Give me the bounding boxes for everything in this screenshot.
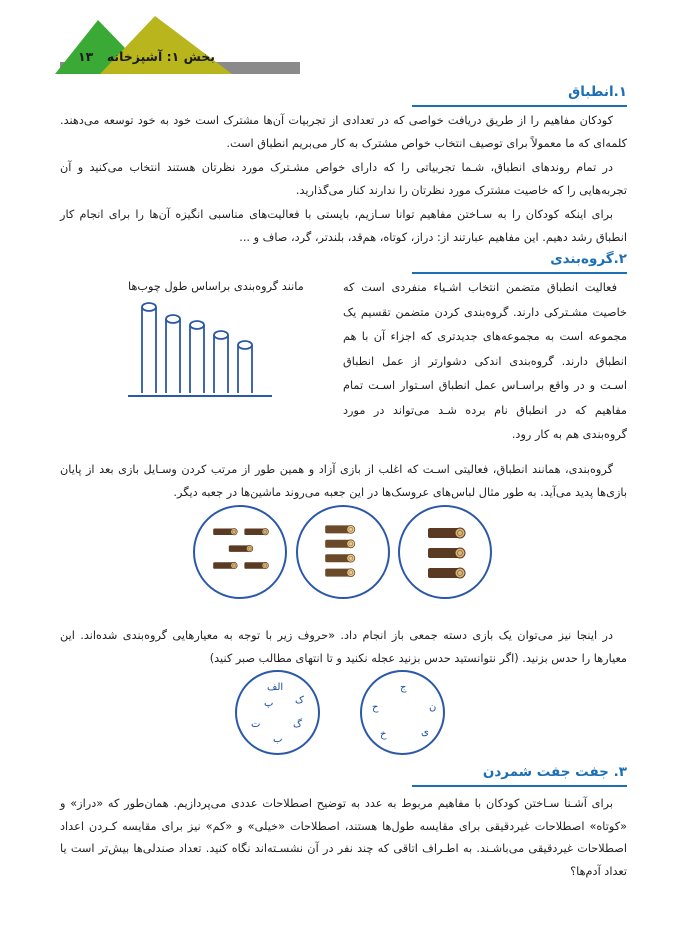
section1-paragraph-1: کودکان مفاهیم را از طریق دریافت خواصی که در تعدادی از تجربیات آن‌ها مشترک است خود به خود توسعه می‌دهند. کلمه‌ای که ما معمولاً برای توصیف انتخاب خواص مشترک به کار می‌بریم انطباق است. <box>60 114 627 150</box>
letter-he: ح <box>372 702 379 713</box>
figure-caption: مانند گروه‌بندی براساس طول چوب‌ها <box>128 280 304 293</box>
section2-intro: فعالیت انطباق متضمن انتخاب اشـیاء منفردی است که خاصیت مشـترکی دارند. گروه‌بندی کردن متضمن تقسیم یک مجموعه است به مجموعه‌های جدیدتری که اجزاء آن با هم انطباق دارند. گروه‌بندی اندکی دشوارتر از عمل انطباق اسـت و در واقع براسـاس عمل انطباق اسـتوار اسـت تمام مفاهیم که در انطباق نام برده شـد می‌تواند در مورد گروه‌بندی هم به کار رود. <box>343 281 627 441</box>
logs-circle-right <box>398 505 492 599</box>
letter-khe: خ <box>380 729 387 740</box>
stick-5 <box>238 341 252 393</box>
log <box>213 562 237 569</box>
log <box>428 568 465 578</box>
section3-title: ۳. جفت جفت شمردن <box>482 764 627 780</box>
log <box>325 525 355 533</box>
letter-kaf: ک <box>295 695 304 706</box>
log <box>325 540 355 548</box>
section3-title-underline <box>412 785 627 787</box>
log <box>325 554 355 562</box>
section2-title-underline <box>412 272 627 274</box>
section2-title: ۲.گروه‌بندی <box>550 251 627 267</box>
letters-circle-right <box>360 670 445 755</box>
log <box>325 569 355 577</box>
stick-4 <box>214 331 228 393</box>
logs-circle-left <box>193 505 287 599</box>
letter-pe: پ <box>264 698 274 709</box>
stick-2 <box>166 315 180 393</box>
section2-paragraph-3: در اینجا نیز می‌توان یک بازی دسته جمعی باز انجام داد. «حروف زیر با توجه به معیارهایی گروه‌بندی شده‌اند. این معیارها را حدس بزنید. (اگر نتوانستید حدس بزنید عجله نکنید و تا انتهای مطالب صبر کنید) <box>60 629 627 665</box>
log <box>244 528 268 535</box>
section1-paragraph-2: در تمام روندهای انطباق، شـما تجربیاتی را که دارای خواص مشـترک مورد نظرتان هستند انتخاب می‌کنید و آن تجربه‌هایی را که خاصیت مشترک مورد نظرتان را ندارند کنار می‌گذارید. <box>60 161 627 197</box>
sticks-figure <box>120 295 280 405</box>
header-banner-graphic <box>0 0 687 80</box>
letter-gaf: گ <box>293 719 302 730</box>
letter-nun: ن <box>429 702 437 713</box>
page-header <box>0 0 687 80</box>
logs-circle-middle <box>296 505 390 599</box>
letter-te: ت <box>251 719 261 730</box>
stick-3 <box>190 321 204 393</box>
letter-be: ب <box>273 734 283 745</box>
log <box>229 545 253 552</box>
log <box>213 528 237 535</box>
letter-jim: ج <box>400 682 407 693</box>
letter-ye: ی <box>421 727 429 738</box>
chapter-title: بخش ۱: آشپزخانه <box>106 49 215 64</box>
letters-circle-left <box>235 670 320 755</box>
section2-paragraph-2: گروه‌بندی، همانند انطباق، فعالیتی اسـت که اغلب از بازی آزاد و همین طور از مرتب کردن وسـایل بازی بعد از پایان بازی‌ها پدید می‌آید. به طور مثال لباس‌های عروسک‌ها در این جعبه می‌روند ماشین‌ها در جعبه دیگر. <box>60 463 627 499</box>
section1-title-underline <box>412 105 627 107</box>
letter-alef: الف <box>267 682 284 693</box>
stick-1 <box>142 303 156 393</box>
section1-title: ۱.انطباق <box>568 84 627 100</box>
section1-paragraph-3: برای اینکه کودکان را به سـاختن مفاهیم توانا سـازیم، بایستی با فعالیت‌های مناسبی انگیزه آن‌ها را برای انجام کار انطباق رشد دهیم. این مفاهیم عبارتند از: دراز، کوتاه، هم‌قد، بلندتر، گرد، صاف و ... <box>60 208 627 244</box>
page-number: ۱۳ <box>78 49 94 64</box>
section3-paragraph: برای آشـنا سـاختن کودکان با مفاهیم مربوط به عدد به توضیح اصطلاحات عددی می‌پردازیم. همان‌طور که «دراز» و «کوتاه» اصطلاحات غیردقیقی برای مقایسه طول‌ها هستند، اصطلاحات «خیلی» و «کم» نیز برای مقایسه کـردن اعداد اصطلاحات غیردقیقی می‌باشـند. به اطـراف اتاقی که چند نفر در آن نشسـته‌اند نگاه کنید. تعداد صندلی‌ها بیش‌تر است یا تعداد آدم‌ها؟ <box>60 797 627 878</box>
log <box>428 548 465 558</box>
log <box>244 562 268 569</box>
log <box>428 528 465 538</box>
